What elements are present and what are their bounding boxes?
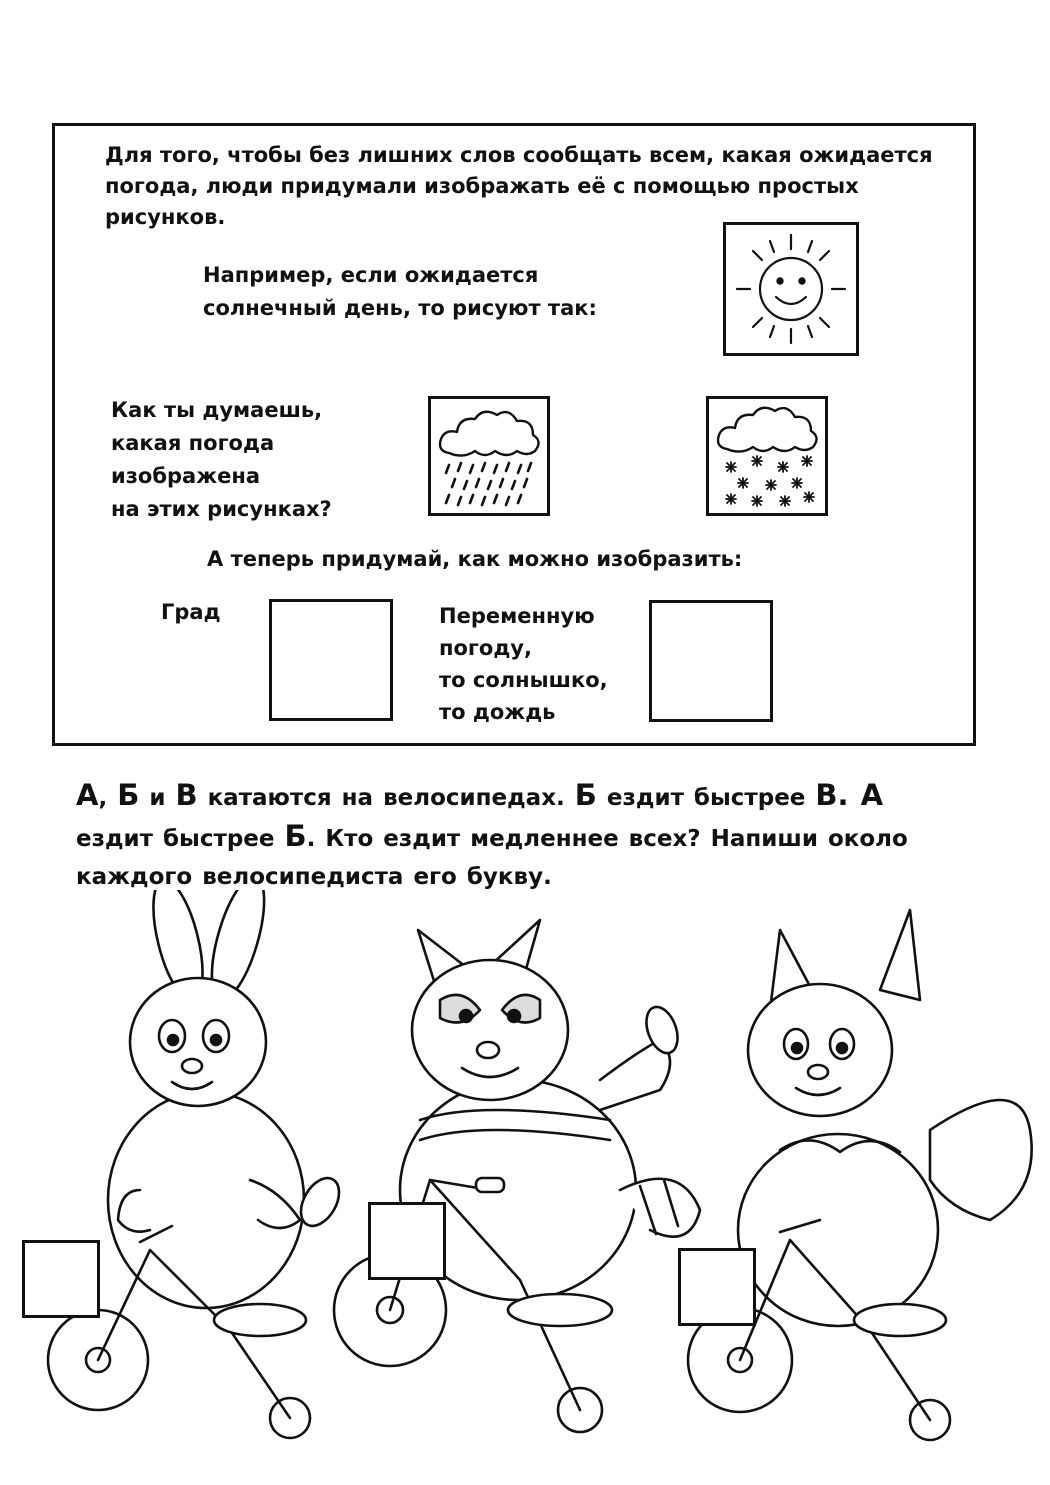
- riddle-part: и: [139, 785, 176, 811]
- question-line: изображена: [111, 464, 261, 488]
- cyclist-riddle-text: [76, 776, 966, 896]
- hail-drawing-box[interactable]: [269, 599, 393, 721]
- letter-v: В: [175, 778, 198, 812]
- cyclists-illustration: [0, 890, 1050, 1470]
- task-text: А теперь придумай, как можно изобразить:: [207, 547, 743, 571]
- hail-label: Град: [161, 600, 221, 624]
- riddle-part: ,: [98, 785, 118, 811]
- variable-weather-line: то солнышко,: [439, 668, 608, 692]
- sun-icon: [723, 222, 859, 356]
- question-line: какая погода: [111, 431, 275, 455]
- letter-b: Б: [574, 778, 597, 812]
- letter-v: В.: [815, 778, 849, 812]
- intro-text: Для того, чтобы без лишних слов сообщать всем, какая ожидается погода, люди придумали изображать её с помощью простых рисунков.: [105, 143, 933, 229]
- variable-weather-line: погоду,: [439, 636, 532, 660]
- riddle-part: ездит быстрее: [596, 785, 816, 811]
- example-text: [203, 259, 597, 325]
- variable-weather-label: [439, 600, 608, 728]
- raccoon-letter-box[interactable]: [368, 1202, 446, 1280]
- squirrel-cyclist: [688, 910, 1032, 1440]
- bunny-letter-box[interactable]: [22, 1240, 100, 1318]
- variable-weather-drawing-box[interactable]: [649, 600, 773, 722]
- question-line: Как ты думаешь,: [111, 398, 323, 422]
- weather-task-frame: [52, 123, 976, 746]
- riddle-part: катаются на велосипедах.: [197, 785, 575, 811]
- snow-cloud-icon: [706, 396, 828, 516]
- letter-a: А: [76, 778, 99, 812]
- example-line: Например, если ожидается: [203, 263, 539, 287]
- letter-b: Б: [284, 819, 307, 853]
- bunny-cyclist: [48, 890, 347, 1438]
- question-line: на этих рисунках?: [111, 497, 332, 521]
- raccoon-cyclist: [334, 920, 700, 1432]
- question-text: [111, 394, 332, 526]
- example-line: солнечный день, то рисуют так:: [203, 296, 597, 320]
- letter-a: А: [848, 778, 884, 812]
- rain-cloud-icon: [428, 396, 550, 516]
- variable-weather-line: то дождь: [439, 700, 556, 724]
- squirrel-letter-box[interactable]: [678, 1248, 756, 1326]
- variable-weather-line: Переменную: [439, 604, 595, 628]
- letter-b: Б: [117, 778, 140, 812]
- riddle-part: ездит быстрее: [76, 826, 285, 852]
- riddle-part: . Кто ездит медленнее всех? Напиши около каждого велосипедиста его букву.: [76, 826, 908, 890]
